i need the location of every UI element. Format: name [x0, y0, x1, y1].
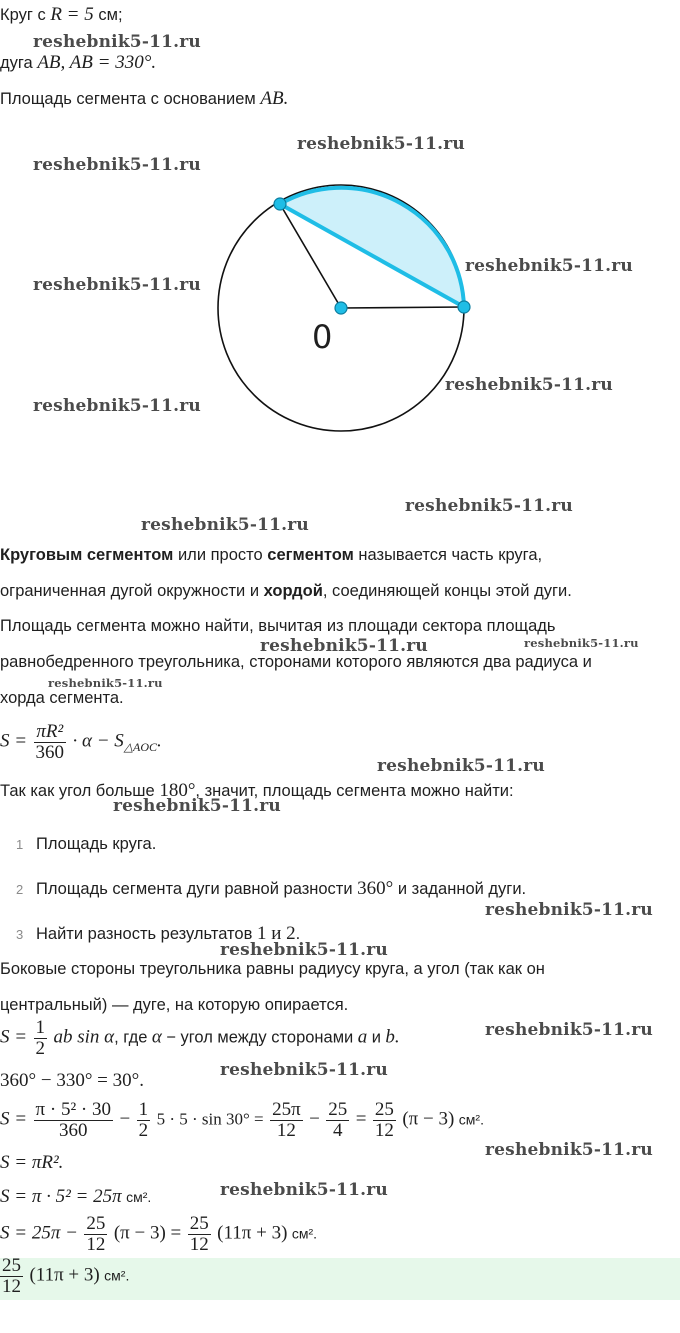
watermark: reshebnik5-11.ru — [377, 756, 545, 776]
final-calculation: S = 25π − $\frac{25}{12}$ (π − 3) = $\frac{25}{12}$ (11π + 3) см². — [0, 1213, 318, 1255]
watermark: reshebnik5-11.ru — [445, 375, 613, 395]
center-label: 0 — [312, 318, 333, 356]
watermark: reshebnik5-11.ru — [465, 256, 633, 276]
segment-area-formula: S = $\frac{\text{πR²}}{360}$ · $\alpha - S_{\triangle AOC}$. — [0, 721, 162, 763]
watermark: reshebnik5-11.ru — [485, 1020, 653, 1040]
angle-calculation: 360° − 330° = 30°. — [0, 1070, 144, 1091]
answer: $\frac{25}{12}$ (11π + 3) см². — [2, 1255, 130, 1297]
watermark: reshebnik5-11.ru — [220, 940, 388, 960]
point-o — [335, 302, 347, 314]
watermark: reshebnik5-11.ru — [485, 900, 653, 920]
given-line-2: дуга AB, AB = 330°. — [0, 52, 157, 73]
triangle-note-line-1: Боковые стороны треугольника равны радиусу круга, а угол (так как он — [0, 960, 545, 978]
step-1: 1 Площадь круга. — [16, 835, 157, 853]
step-3: 3 Найти разность результатов 1 и 2. — [16, 923, 301, 944]
watermark: reshebnik5-11.ru — [113, 796, 281, 816]
point-a — [274, 198, 286, 210]
method-line-1: Площадь сегмента можно найти, вычитая из площади сектора площадь — [0, 617, 556, 635]
circle-area-calculation: S = π · 5² = 25π см². — [0, 1186, 152, 1207]
radius-ob — [341, 307, 464, 308]
watermark: reshebnik5-11.ru — [33, 32, 201, 52]
definition-line-2: ограниченная дугой окружности и хордой, соединяющей концы этой дуги. — [0, 582, 572, 600]
find-line: Площадь сегмента с основанием AB. — [0, 88, 289, 109]
watermark: reshebnik5-11.ru — [297, 134, 465, 154]
given-line-1: Круг с R = 5 см; — [0, 4, 123, 25]
triangle-area-formula: S = $\frac{1}{2}$ ab sin α, где α − угол между сторонами a и b. — [0, 1017, 400, 1059]
watermark: reshebnik5-11.ru — [485, 1140, 653, 1160]
watermark: reshebnik5-11.ru — [33, 275, 201, 295]
watermark: reshebnik5-11.ru — [220, 1060, 388, 1080]
method-line-3: хорда сегмента. — [0, 689, 124, 707]
method-line-2: равнобедренного треугольника, сторонами которого являются два радиуса и — [0, 653, 592, 671]
watermark: reshebnik5-11.ru — [33, 155, 201, 175]
watermark: reshebnik5-11.ru — [524, 636, 639, 650]
watermark: reshebnik5-11.ru — [141, 515, 309, 535]
point-b — [458, 301, 470, 313]
watermark: reshebnik5-11.ru — [220, 1180, 388, 1200]
watermark: reshebnik5-11.ru — [33, 396, 201, 416]
step-2: 2 Площадь сегмента дуги равной разности 360° и заданной дуги. — [16, 878, 527, 899]
circle-area-formula: S = πR². — [0, 1152, 64, 1173]
segment-area — [280, 188, 464, 307]
definition-line-1: Круговым сегментом или просто сегментом называется часть круга, — [0, 546, 543, 564]
watermark: reshebnik5-11.ru — [405, 496, 573, 516]
watermark: reshebnik5-11.ru — [260, 636, 428, 656]
angle-note: Так как угол больше 180°, значит, площадь сегмента можно найти: — [0, 780, 514, 801]
watermark: reshebnik5-11.ru — [48, 676, 163, 690]
circle-segment-figure — [200, 180, 500, 480]
segment-calculation: S = $\frac{\text{π · 5² · 30}}{360}$ − $\frac{1}{2}$ 5 · 5 · sin 30° = $\frac{25\pi}{12}$ − $\frac{25}{4}$ = $\frac{25}{12}$ (π − 3) см². — [0, 1099, 484, 1141]
triangle-note-line-2: центральный) — дуге, на которую опирается. — [0, 996, 349, 1014]
